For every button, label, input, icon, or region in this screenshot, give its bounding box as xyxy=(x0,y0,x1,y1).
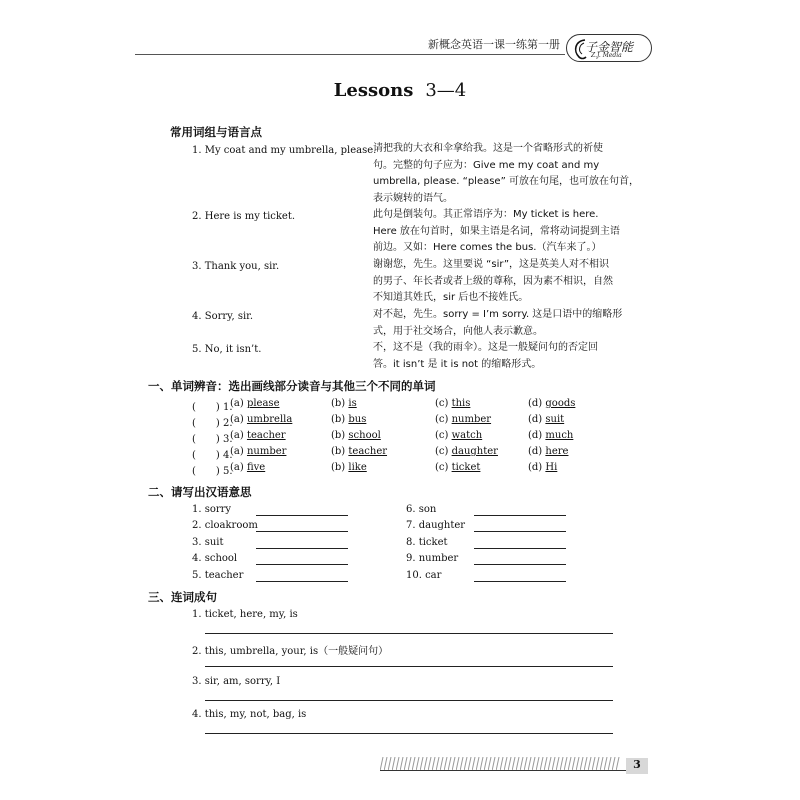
vocab-word: 7. daughter xyxy=(406,520,466,531)
option-d xyxy=(528,462,557,473)
phrase-zh-line: 对不起，先生。sorry = I’m sorry. 这是口语中的缩略形 xyxy=(373,309,623,320)
option-word: ticket xyxy=(451,462,481,473)
option-label: (b) xyxy=(331,430,349,441)
phrase-en: 2. Here is my ticket. xyxy=(192,211,296,222)
option-word: umbrella xyxy=(246,414,293,425)
answer-line[interactable] xyxy=(474,581,566,582)
phrase-en: 4. Sorry, sir. xyxy=(192,311,254,322)
option-b xyxy=(331,398,357,409)
phrase-en: 3. Thank you, sir. xyxy=(192,261,280,272)
answer-line[interactable] xyxy=(256,515,348,516)
option-word: teacher xyxy=(348,446,388,457)
option-label: (a) xyxy=(230,446,247,457)
option-label: (c) xyxy=(435,446,452,457)
option-word: daughter xyxy=(451,446,498,457)
answer-line[interactable] xyxy=(474,564,566,565)
option-label: (a) xyxy=(230,462,247,473)
pronunciation-row xyxy=(192,398,612,414)
section3-heading: 三、连词成句 xyxy=(148,590,217,604)
option-c xyxy=(435,398,470,409)
sentence-prompt: 4. this, my, not, bag, is xyxy=(192,709,307,720)
lesson-number: 3—4 xyxy=(425,80,467,101)
sentence-prompt: 1. ticket, here, my, is xyxy=(192,609,298,620)
option-word: suit xyxy=(545,414,565,425)
option-word: five xyxy=(246,462,266,473)
option-d xyxy=(528,446,568,457)
option-a xyxy=(230,414,292,425)
answer-line[interactable] xyxy=(205,633,613,634)
option-label: (c) xyxy=(435,462,452,473)
option-c xyxy=(435,462,480,473)
vocab-word: 8. ticket xyxy=(406,537,448,548)
option-label: (c) xyxy=(435,414,452,425)
option-word: bus xyxy=(348,414,367,425)
answer-line[interactable] xyxy=(256,581,348,582)
vocab-word: 3. suit xyxy=(192,537,224,548)
option-word: watch xyxy=(451,430,483,441)
option-d xyxy=(528,414,564,425)
option-b xyxy=(331,446,387,457)
header-rule xyxy=(135,54,565,55)
option-word: much xyxy=(545,430,574,441)
phrases-heading: 常用词组与语言点 xyxy=(170,125,262,139)
phrase-zh-line: 式，用于社交场合，向他人表示歉意。 xyxy=(373,325,543,337)
phrase-zh xyxy=(373,307,643,340)
option-b xyxy=(331,430,381,441)
option-word: school xyxy=(348,430,381,441)
vocab-word: 10. car xyxy=(406,570,442,581)
answer-line[interactable] xyxy=(256,564,348,565)
phrase-zh-line: 答。it isn’t 是 it is not 的缩略形式。 xyxy=(373,358,542,370)
option-c xyxy=(435,430,482,441)
option-word: is xyxy=(348,398,357,409)
option-label: (d) xyxy=(528,446,546,457)
answer-blank[interactable]: ( ) 4. xyxy=(192,450,233,461)
page-header xyxy=(0,0,800,62)
option-label: (d) xyxy=(528,398,546,409)
option-word: number xyxy=(451,414,492,425)
answer-line[interactable] xyxy=(474,515,566,516)
footer-hatching xyxy=(380,757,620,771)
section1-heading: 一、单词辨音：选出画线部分读音与其他三个不同的单词 xyxy=(148,379,436,393)
option-label: (a) xyxy=(230,398,247,409)
option-d xyxy=(528,398,575,409)
option-a xyxy=(230,398,279,409)
phrase-zh-line: umbrella, please. “please” 可放在句尾，也可放在句首， xyxy=(373,176,639,187)
vocab-word: 4. school xyxy=(192,553,238,564)
publisher-logo xyxy=(566,34,652,62)
phrase-zh-line: 的男子、年长者或者上级的尊称，因为素不相识，自然 xyxy=(373,275,613,287)
option-word: like xyxy=(348,462,367,473)
phrase-zh-line: 谢谢您，先生。这里要说 “sir”，这是英美人对不相识 xyxy=(373,259,610,270)
option-b xyxy=(331,414,366,425)
logo-text: 子金智能 xyxy=(585,40,634,54)
vocab-word: 5. teacher xyxy=(192,570,244,581)
option-word: number xyxy=(246,446,287,457)
option-label: (d) xyxy=(528,430,546,441)
option-word: goods xyxy=(545,398,576,409)
option-label: (c) xyxy=(435,430,452,441)
answer-line[interactable] xyxy=(256,531,348,532)
option-word: here xyxy=(545,446,569,457)
option-label: (b) xyxy=(331,462,349,473)
phrase-zh-line: 不，这不是（我的雨伞）。这是一般疑问句的否定回 xyxy=(373,342,598,353)
option-label: (a) xyxy=(230,414,247,425)
option-word: this xyxy=(451,398,471,409)
answer-line[interactable] xyxy=(205,700,613,701)
option-a xyxy=(230,430,286,441)
answer-blank[interactable]: ( ) 3. xyxy=(192,434,233,445)
phrase-zh-line: 不知道其姓氏，sir 后也不接姓氏。 xyxy=(373,292,529,303)
pronunciation-row xyxy=(192,446,612,462)
page-number: 3 xyxy=(626,758,648,774)
pronunciation-row xyxy=(192,414,612,430)
phrase-en: 1. My coat and my umbrella, please. xyxy=(192,145,377,156)
answer-blank[interactable]: ( ) 5. xyxy=(192,466,233,477)
footer-rule xyxy=(380,770,640,771)
option-label: (b) xyxy=(331,446,349,457)
option-label: (a) xyxy=(230,430,247,441)
option-d xyxy=(528,430,573,441)
answer-line[interactable] xyxy=(474,531,566,532)
phrase-zh xyxy=(373,340,643,373)
option-a xyxy=(230,446,286,457)
pronunciation-row xyxy=(192,462,612,478)
phrase-zh-line: 前边。又如：Here comes the bus.（汽车来了。） xyxy=(373,242,602,253)
option-word: teacher xyxy=(246,430,286,441)
answer-blank[interactable]: ( ) 2. xyxy=(192,418,233,429)
option-label: (d) xyxy=(528,414,546,425)
vocab-word: 2. cloakroom xyxy=(192,520,258,531)
answer-line[interactable] xyxy=(474,548,566,549)
phrase-zh-line: Here 放在句首时，如果主语是名词，常将动词提到主语 xyxy=(373,225,620,237)
option-c xyxy=(435,446,498,457)
phrase-en: 5. No, it isn’t. xyxy=(192,344,262,355)
logo-subtext: Z.J. Media xyxy=(591,52,622,59)
option-c xyxy=(435,414,491,425)
option-label: (c) xyxy=(435,398,452,409)
phrase-zh-line: 表示婉转的语气。 xyxy=(373,192,453,204)
lesson-title xyxy=(0,80,800,101)
book-title: 新概念英语一课一练第一册 xyxy=(428,38,560,51)
phrase-zh-line: 请把我的大衣和伞拿给我。这是一个省略形式的祈使 xyxy=(373,143,603,154)
option-label: (d) xyxy=(528,462,546,473)
phrase-zh xyxy=(373,141,643,207)
phrase-zh-line: 此句是倒装句。其正常语序为：My ticket is here. xyxy=(373,209,599,220)
answer-blank[interactable]: ( ) 1. xyxy=(192,402,233,413)
vocab-word: 6. son xyxy=(406,504,437,515)
phrase-zh xyxy=(373,257,643,307)
vocab-word: 1. sorry xyxy=(192,504,232,515)
option-label: (b) xyxy=(331,398,349,409)
pronunciation-row xyxy=(192,430,612,446)
option-word: please xyxy=(246,398,280,409)
option-word: Hi xyxy=(545,462,558,473)
sentence-prompt: 3. sir, am, sorry, I xyxy=(192,676,281,687)
lesson-title-text: Lessons xyxy=(333,80,414,101)
answer-line[interactable] xyxy=(205,666,613,667)
phrase-zh-line: 句。完整的句子应为：Give me my coat and my xyxy=(373,159,600,171)
vocab-word: 9. number xyxy=(406,553,459,564)
answer-line[interactable] xyxy=(205,733,613,734)
answer-line[interactable] xyxy=(256,548,348,549)
sentence-prompt: 2. this, umbrella, your, is（一般疑问句） xyxy=(192,646,389,657)
option-a xyxy=(230,462,265,473)
phrase-zh xyxy=(373,207,643,257)
option-label: (b) xyxy=(331,414,349,425)
section2-heading: 二、请写出汉语意思 xyxy=(148,485,252,499)
option-b xyxy=(331,462,367,473)
